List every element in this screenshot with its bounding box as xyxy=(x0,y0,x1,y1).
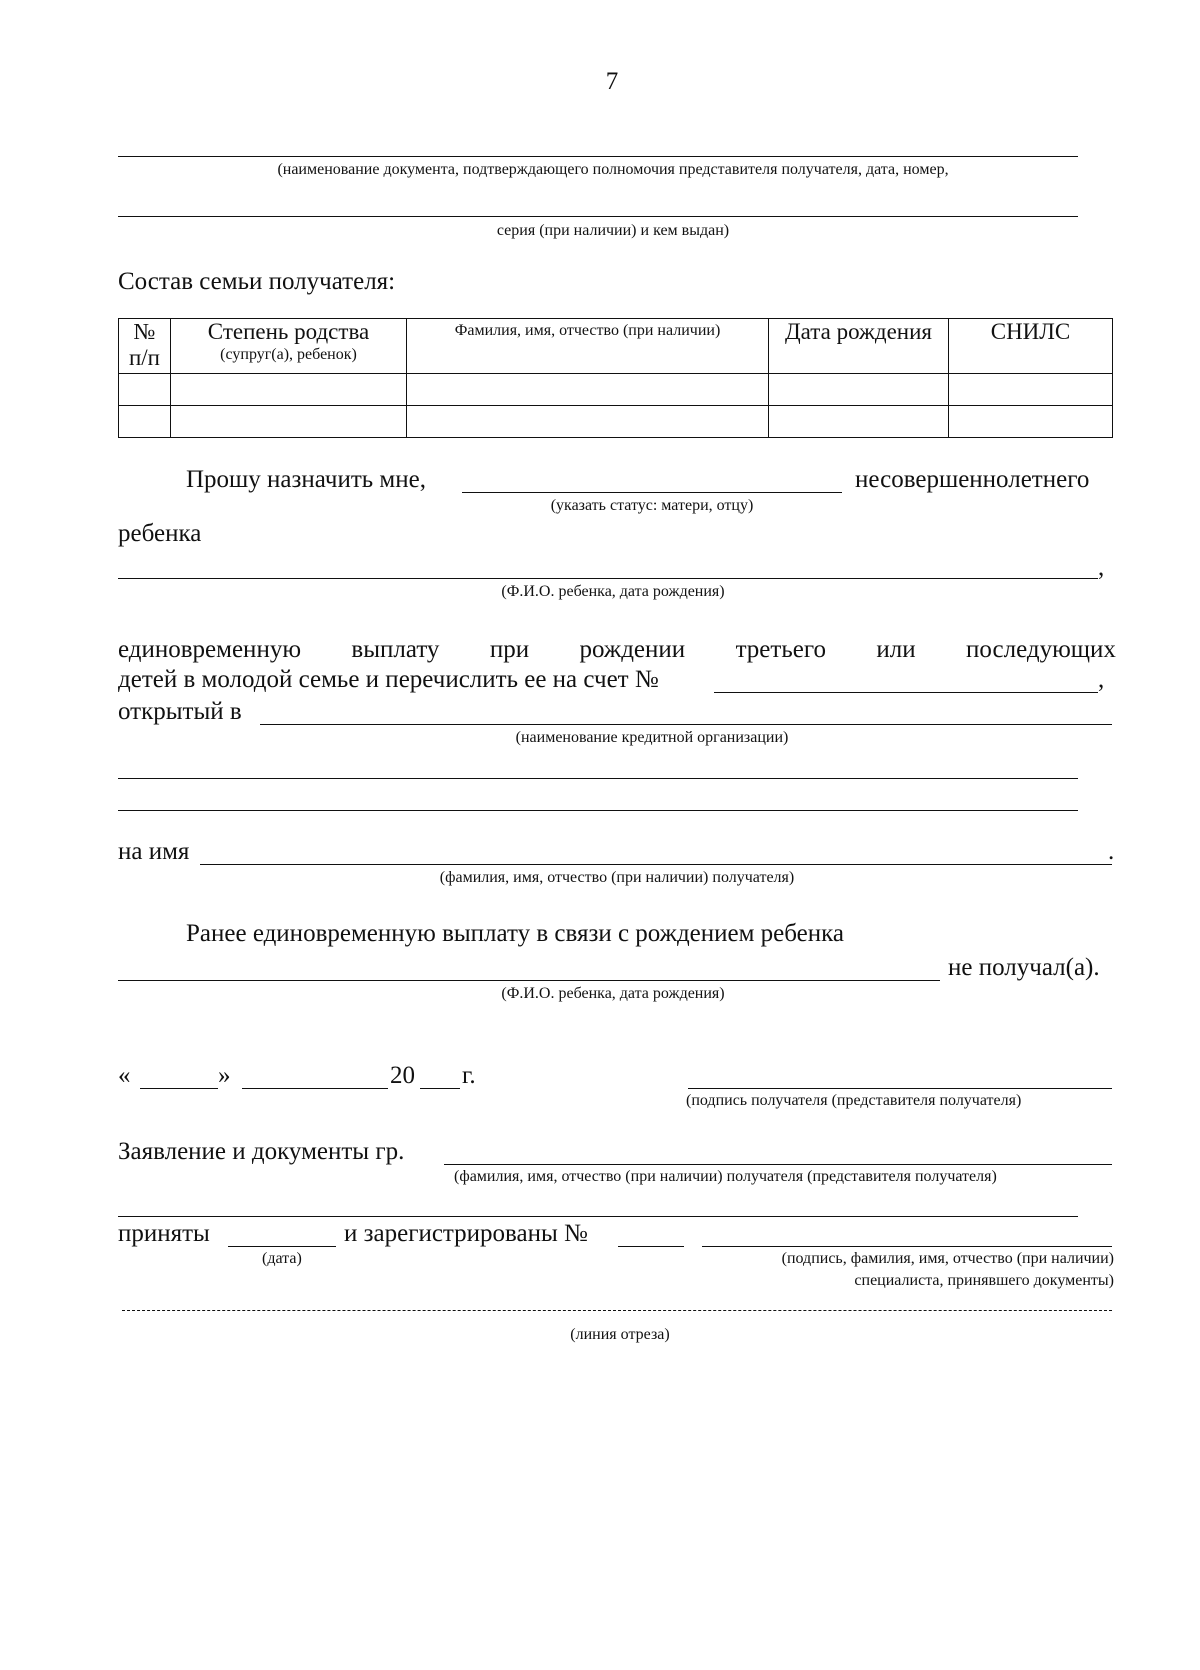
bank-line-3[interactable] xyxy=(118,810,1078,811)
table-cell[interactable] xyxy=(171,406,407,438)
registration-fio-line-2[interactable] xyxy=(118,1216,1078,1217)
bank-line-1[interactable] xyxy=(260,724,1112,725)
date-quote-open: « xyxy=(118,1062,131,1089)
payment-word: выплату xyxy=(351,636,440,663)
payment-word: при xyxy=(489,636,530,663)
col-birthdate-label: Дата рождения xyxy=(784,319,933,344)
table-cell[interactable] xyxy=(769,406,949,438)
col-header-fio xyxy=(407,319,769,374)
cut-line-caption: (линия отреза) xyxy=(570,1326,670,1343)
child-fio-line[interactable] xyxy=(118,578,1098,579)
col-header-snils xyxy=(949,319,1113,374)
earlier-caption: (Ф.И.О. ребенка, дата рождения) xyxy=(501,985,725,1002)
table-row xyxy=(119,406,1113,438)
recipient-name-line[interactable] xyxy=(200,864,1112,865)
family-table xyxy=(118,318,1113,438)
col-header-relation xyxy=(171,319,407,374)
date-day-line[interactable] xyxy=(140,1088,218,1089)
child-word: ребенка xyxy=(118,520,202,547)
child-caption: (Ф.И.О. ребенка, дата рождения) xyxy=(501,583,725,600)
date-quote-close: » xyxy=(218,1062,231,1089)
date-month-line[interactable] xyxy=(242,1088,388,1089)
payment-word: последующих xyxy=(966,636,1116,663)
col-number-line1: № xyxy=(133,319,156,344)
accepted-date-caption: (дата) xyxy=(262,1250,302,1267)
earlier-child-line[interactable] xyxy=(118,980,940,981)
payment-line-1 xyxy=(118,636,1116,664)
rep-doc-line-1[interactable] xyxy=(118,156,1078,157)
name-prefix: на имя xyxy=(118,838,190,865)
earlier-text: Ранее единовременную выплату в связи с рождением ребенка xyxy=(186,920,845,947)
recipient-signature-line[interactable] xyxy=(688,1088,1112,1089)
rep-doc-line-2[interactable] xyxy=(118,216,1078,217)
table-row xyxy=(119,374,1113,406)
cut-line xyxy=(122,1310,1112,1311)
col-snils-label: СНИЛС xyxy=(990,319,1071,344)
payment-line-2: детей в молодой семье и перечислить ее на счет № xyxy=(118,666,659,693)
table-cell[interactable] xyxy=(949,406,1113,438)
payment-word: рождении xyxy=(579,636,686,663)
not-received-text: не получал(а). xyxy=(948,954,1100,981)
col-number-line2: п/п xyxy=(128,345,160,370)
table-cell[interactable] xyxy=(949,374,1113,406)
col-fio-label: Фамилия, имя, отчество (при наличии) xyxy=(454,322,721,339)
request-prefix: Прошу назначить мне, xyxy=(186,466,426,493)
table-cell[interactable] xyxy=(119,374,171,406)
registration-prefix: Заявление и документы гр. xyxy=(118,1138,405,1165)
opened-in-label: открытый в xyxy=(118,698,242,725)
family-heading: Состав семьи получателя: xyxy=(118,268,396,295)
rep-doc-caption-1: (наименование документа, подтверждающего полномочия представителя получателя, дата, номер, xyxy=(277,161,949,178)
date-year-line[interactable] xyxy=(420,1088,460,1089)
table-cell[interactable] xyxy=(171,374,407,406)
col-relation-label: Степень родства xyxy=(207,319,370,344)
table-cell[interactable] xyxy=(769,374,949,406)
col-header-number xyxy=(119,319,171,374)
status-caption: (указать статус: матери, отцу) xyxy=(550,497,754,514)
specialist-signature-line[interactable] xyxy=(702,1246,1112,1247)
payment-word: единовременную xyxy=(118,636,301,663)
request-suffix: несовершеннолетнего xyxy=(855,466,1090,493)
status-field-line[interactable] xyxy=(462,492,842,493)
specialist-caption-1: (подпись, фамилия, имя, отчество (при наличии) xyxy=(781,1250,1114,1267)
accepted-date-line[interactable] xyxy=(228,1246,336,1247)
date-century: 20 xyxy=(390,1062,415,1089)
date-year-suffix: г. xyxy=(462,1062,476,1089)
rep-doc-caption-2: серия (при наличии) и кем выдан) xyxy=(496,222,730,239)
recipient-name-caption: (фамилия, имя, отчество (при наличии) получателя) xyxy=(439,869,795,886)
child-comma: , xyxy=(1098,554,1105,581)
table-cell[interactable] xyxy=(119,406,171,438)
registration-fio-caption: (фамилия, имя, отчество (при наличии) получателя (представителя получателя) xyxy=(454,1168,997,1185)
registered-label: и зарегистрированы № xyxy=(344,1220,588,1247)
registration-fio-line[interactable] xyxy=(444,1164,1112,1165)
table-cell[interactable] xyxy=(407,406,769,438)
payment-word: или xyxy=(876,636,916,663)
specialist-caption-2: специалиста, принявшего документы) xyxy=(854,1272,1114,1289)
accepted-label: приняты xyxy=(118,1220,210,1247)
bank-line-2[interactable] xyxy=(118,778,1078,779)
account-number-line[interactable] xyxy=(714,692,1098,693)
signature-caption: (подпись получателя (представителя получателя) xyxy=(686,1092,1022,1109)
col-relation-sublabel: (супруг(а), ребенок) xyxy=(220,346,357,363)
account-comma: , xyxy=(1098,666,1105,693)
payment-word: третьего xyxy=(735,636,826,663)
bank-caption: (наименование кредитной организации) xyxy=(515,729,789,746)
table-header-row xyxy=(119,319,1113,374)
registration-number-line[interactable] xyxy=(618,1246,684,1247)
page-number: 7 xyxy=(605,68,619,95)
col-header-birthdate xyxy=(769,319,949,374)
name-period: . xyxy=(1108,838,1115,865)
table-cell[interactable] xyxy=(407,374,769,406)
